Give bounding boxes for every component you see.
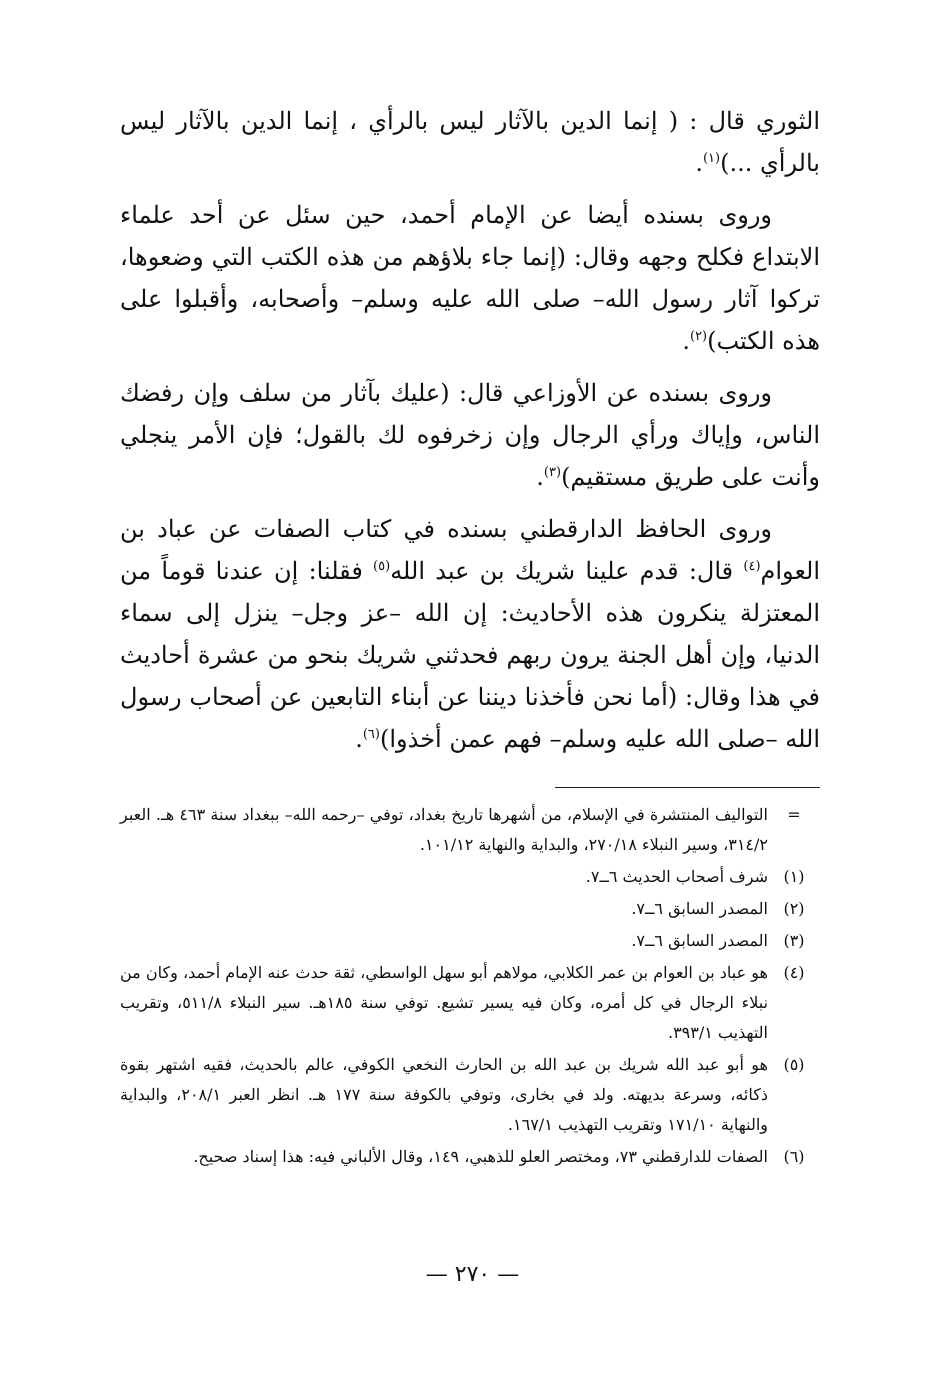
footnote-4 (120, 958, 820, 1048)
footnote-continued (120, 800, 820, 860)
footnote-ref-2: (٢) (689, 329, 708, 344)
paragraph-text: فقلنا: إن عندنا قوماً من المعتزلة ينكرون هذه الأحاديث: إن الله –عز وجل– ينزل إلى سماء الدنيا، وإن أهل الجنة يرون ربهم فحدثني شريك بنحو من عشرة أحاديث في هذا وقال: (أما نحن فأخذنا ديننا عن أبناء التابعين عن أصحاب رسول الله –صلى الله عليه وسلم– فهم عمن أخذوا) (120, 557, 820, 753)
footnote-number: (٦) (783, 1147, 805, 1166)
full-stop: . (695, 149, 703, 177)
full-stop: . (682, 327, 690, 355)
paragraph-text: وروى بسنده أيضا عن الإمام أحمد، حين سئل عن أحد علماء الابتداع فكلح وجهه وقال: (إنما جاء بلاؤهم من هذه الكتب التي وضعوها، تركوا آثار رسول الله– صلى الله عليه وسلم– وأصحابه، وأقبلوا على هذه الكتب) (120, 201, 820, 355)
paragraph-3 (120, 372, 820, 498)
footnote-5 (120, 1050, 820, 1140)
full-stop: . (536, 463, 544, 491)
footnote-separator (555, 787, 820, 788)
footnote-text: هو عباد بن العوام بن عمر الكلابي، مولاهم أبو سهل الواسطي، ثقة حدث عنه الإمام أحمد، وكان من نبلاء الرجال في كل أمره، وكان فيه يسير تشيع. توفي سنة ١٨٥هـ. سير النبلاء ٥١١/٨، وتقريب التهذيب ٣٩٣/١. (120, 963, 769, 1042)
paragraph-text: قال: قدم علينا شريك بن عبد الله (390, 557, 744, 585)
paragraph-1 (120, 100, 820, 184)
footnote-2 (120, 894, 820, 924)
footnote-ref-6: (٦) (362, 727, 380, 742)
main-text (120, 100, 820, 760)
footnote-number: (٥) (783, 1055, 805, 1074)
footnote-6 (120, 1142, 820, 1172)
footnotes (120, 800, 820, 1174)
footnote-text: الصفات للدارقطني ٧٣، ومختصر العلو للذهبي، ١٤٩، وقال الألباني فيه: هذا إسناد صحيح. (193, 1147, 768, 1166)
footnote-number: (٤) (783, 963, 805, 982)
footnote-number: = (787, 805, 801, 824)
footnote-ref-3: (٣) (543, 465, 562, 480)
footnote-text: التواليف المنتشرة في الإسلام، من أشهرها تاريخ بغداد، توفي –رحمه الله– ببغداد سنة ٤٦٣ هـ. العبر ٣١٤/٢، وسير النبلاء ٢٧٠/١٨، والبداية والنهاية ١٠١/١٢. (120, 805, 768, 854)
footnote-1 (120, 862, 820, 892)
footnote-ref-4: (٤) (743, 559, 761, 574)
page-number: — ٢٧٠ — (425, 1262, 520, 1287)
footnote-number: (١) (783, 867, 805, 886)
footnote-text: شرف أصحاب الحديث ٦ــ٧. (585, 867, 768, 886)
footnote-text: المصدر السابق ٦ــ٧. (631, 899, 768, 918)
footnote-number: (٣) (783, 931, 805, 950)
footnote-text: المصدر السابق ٦ــ٧. (631, 931, 768, 950)
footnote-3 (120, 926, 820, 956)
footnote-text: هو أبو عبد الله شريك بن عبد الله بن الحارث النخعي الكوفي، عالم بالحديث، فقيه اشتهر بقوة ذكائه، وسرعة بديهته. ولد في بخارى، وتوفي بالكوفة سنة ١٧٧ هـ. انظر العبر ٢٠٨/١، والبداية والنهاية ١٧١/١٠ وتقريب التهذيب ١٦٧/١. (120, 1055, 769, 1134)
footnote-ref-5: (٥) (373, 559, 391, 574)
footnote-number: (٢) (783, 899, 805, 918)
paragraph-2 (120, 194, 820, 362)
footnote-ref-1: (١) (702, 151, 721, 166)
paragraph-text: وروى الحافظ الدارقطني بسنده في كتاب الصفات عن عباد بن العوام (120, 515, 820, 585)
paragraph-text: وروى بسنده عن الأوزاعي قال: (عليك بآثار من سلف وإن رفضك الناس، وإياك ورأي الرجال وإن زخرفوه لك بالقول؛ فإن الأمر ينجلي وأنت على طريق مستقيم) (120, 379, 820, 491)
paragraph-text: الثوري قال : ( إنما الدين بالآثار ليس بالرأي ، إنما الدين بالآثار ليس بالرأي ...) (120, 107, 820, 177)
full-stop: . (355, 725, 363, 753)
paragraph-4 (120, 508, 820, 760)
